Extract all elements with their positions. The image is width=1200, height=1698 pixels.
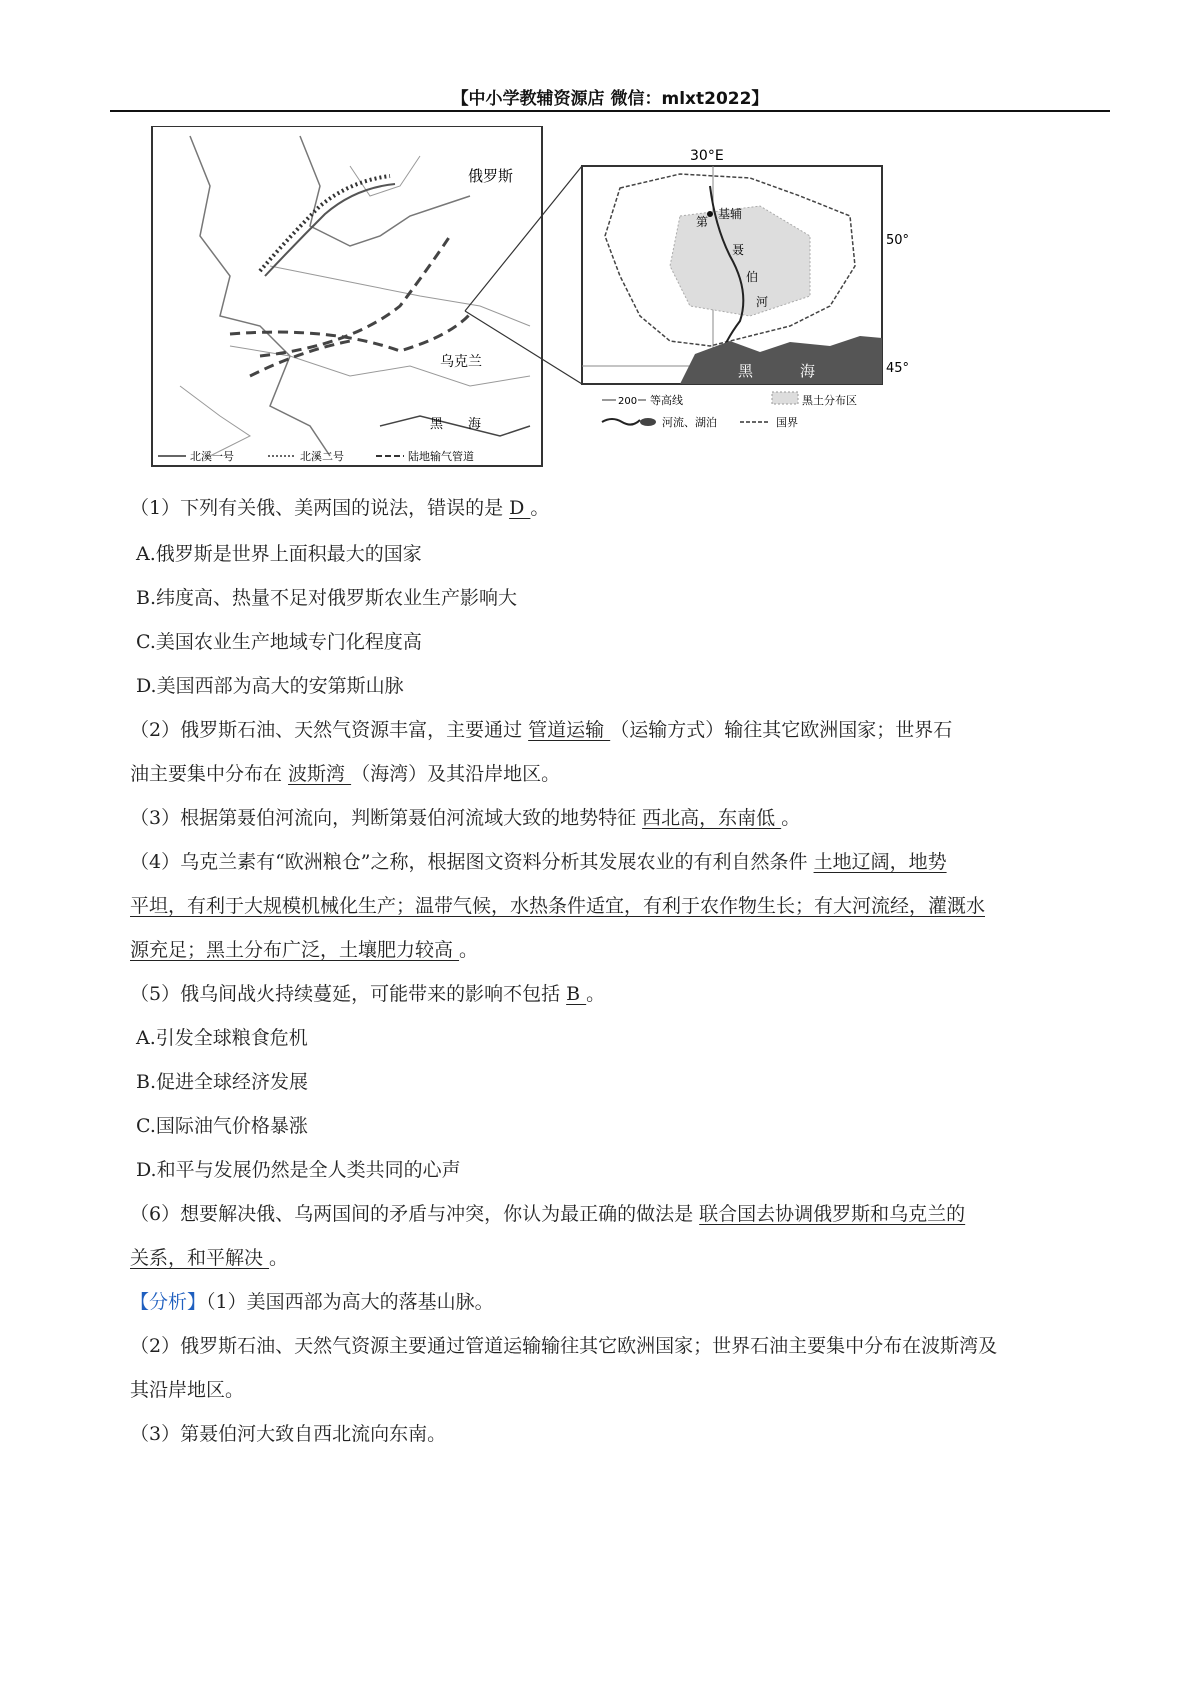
q3-answer: 西北高，东南低 [642, 807, 782, 829]
label-river-1: 第 [696, 215, 709, 229]
legend-contour-val: 200 [618, 396, 638, 407]
legend-ns2: 北溪二号 [300, 450, 344, 463]
q5-option-d: D.和平与发展仍然是全人类共同的心声 [136, 1159, 461, 1181]
q4-line-3 [130, 936, 478, 964]
q6-line-2 [130, 1244, 288, 1272]
q4-text-1a: （4）乌克兰素有“欧洲粮仓”之称，根据图文资料分析其发展农业的有利自然条件 [130, 851, 814, 873]
label-kyiv: 基辅 [718, 207, 743, 221]
left-map [152, 126, 542, 466]
analysis-p3: （3）第聂伯河大致自西北流向东南。 [130, 1423, 447, 1445]
label-river-2: 聂 [732, 243, 745, 257]
legend-river: 河流、湖泊 [662, 416, 717, 429]
q6-answer-2: 关系，和平解决 [130, 1247, 270, 1269]
label-black-1: 黑 [738, 362, 754, 380]
q4-line-2 [130, 892, 985, 920]
q2-text-2b: （海湾）及其沿岸地区。 [351, 763, 561, 785]
label-lon30: 30°E [690, 148, 724, 164]
label-black-sea-2: 海 [468, 417, 482, 432]
q2-line-2 [130, 760, 560, 788]
q4-answer-1: 土地辽阔，地势 [813, 851, 947, 873]
q4-answer-2: 平坦，有利于大规模机械化生产；温带气候，水热条件适宜，有利于农作物生长；有大河流经，灌溉水 [130, 895, 986, 917]
q5-option-b: B.促进全球经济发展 [136, 1071, 309, 1093]
q6-answer-1: 联合国去协调俄罗斯和乌克兰的 [699, 1203, 966, 1225]
legend-blacksoil: 黑土分布区 [802, 394, 857, 407]
q6-suffix: 。 [269, 1247, 289, 1269]
q1-answer: D [509, 497, 531, 519]
q5-option-c: C.国际油气价格暴涨 [136, 1115, 308, 1137]
q1-option-a: A.俄罗斯是世界上面积最大的国家 [136, 543, 422, 565]
q4-answer-3: 源充足；黑土分布广泛，土壤肥力较高 [130, 939, 460, 961]
label-river-4: 河 [756, 295, 769, 309]
q5-line [130, 980, 605, 1008]
q1-prefix: （1）下列有关俄、美两国的说法，错误的是 [130, 497, 510, 519]
q4-suffix: 。 [459, 939, 479, 961]
q5-answer: B [566, 983, 587, 1005]
q1-option-c: C.美国农业生产地域专门化程度高 [136, 631, 422, 653]
label-lat45: 45° [886, 361, 910, 376]
legend-contour: 等高线 [650, 394, 683, 407]
label-russia-1: 俄罗斯 [468, 167, 514, 185]
q1-option-d: D.美国西部为高大的安第斯山脉 [136, 675, 404, 697]
q6-text-1a: （6）想要解决俄、乌两国间的矛盾与冲突，你认为最正确的做法是 [130, 1203, 700, 1225]
q1-suffix: 。 [530, 497, 550, 519]
header-rule [110, 110, 1110, 112]
label-black-2: 海 [800, 362, 816, 380]
q2-text-1a: （2）俄罗斯石油、天然气资源丰富，主要通过 [130, 719, 529, 741]
q3-prefix: （3）根据第聂伯河流向，判断第聂伯河流域大致的地势特征 [130, 807, 643, 829]
label-ukraine: 乌克兰 [440, 354, 482, 370]
analysis-p1: （1）美国西部为高大的落基山脉。 [206, 1291, 494, 1313]
q2-text-2a: 油主要集中分布在 [130, 763, 289, 785]
q2-line-1 [130, 716, 952, 744]
q6-line-1 [130, 1200, 965, 1228]
analysis-p2-line-2: 其沿岸地区。 [130, 1379, 245, 1401]
label-lat50: 50° [886, 233, 910, 248]
q1-option-b: B.纬度高、热量不足对俄罗斯农业生产影响大 [136, 587, 518, 609]
q3-suffix: 。 [781, 807, 801, 829]
analysis-line-1 [130, 1288, 494, 1316]
q5-prefix: （5）俄乌间战火持续蔓延，可能带来的影响不包括 [130, 983, 567, 1005]
q1-line [130, 494, 549, 522]
legend-border: 国界 [776, 416, 798, 429]
label-black-sea-1: 黑 [430, 417, 444, 432]
q2-answer-1: 管道运输 [528, 719, 611, 741]
q4-line-1 [130, 848, 947, 876]
q2-text-1b: （运输方式）输往其它欧洲国家；世界石 [610, 719, 953, 741]
map-figure [150, 126, 1020, 516]
q5-suffix: 。 [586, 983, 606, 1005]
legend-ns1: 北溪一号 [190, 450, 234, 463]
legend-pipeline: 陆地输气管道 [408, 450, 474, 463]
analysis-tag: 【分析】 [130, 1291, 207, 1313]
q2-answer-2: 波斯湾 [288, 763, 352, 785]
analysis-p2-line-1: （2）俄罗斯石油、天然气资源主要通过管道运输输往其它欧洲国家；世界石油主要集中分布在波斯湾及 [130, 1335, 998, 1357]
label-river-3: 伯 [746, 270, 759, 284]
right-map [582, 148, 909, 429]
q3-line [130, 804, 800, 832]
q5-option-a: A.引发全球粮食危机 [136, 1027, 308, 1049]
page-header: 【中小学教辅资源店 微信：mlxt2022】 [451, 89, 769, 109]
